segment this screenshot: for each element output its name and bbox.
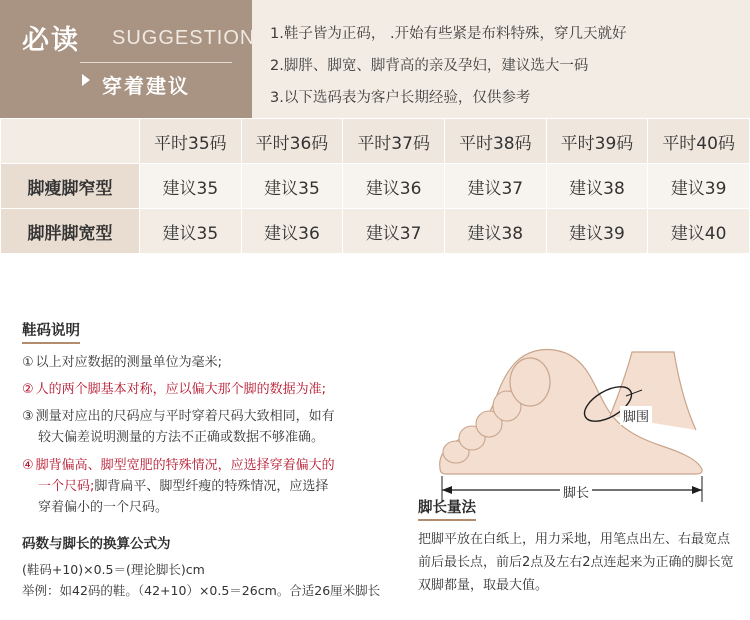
table-col-header: 平时38码 bbox=[444, 119, 546, 164]
table-col-header: 平时37码 bbox=[343, 119, 445, 164]
table-header-row bbox=[1, 119, 750, 164]
shoe-notes-list bbox=[22, 346, 412, 518]
table-row bbox=[1, 209, 750, 254]
toe-big bbox=[510, 358, 550, 406]
formula-line: 举例：如42码的鞋。（42+10）×0.5＝26cm。合适26厘米脚长 bbox=[22, 583, 381, 599]
measure-text: 把脚平放在白纸上，用力采地，用笔点出左、右最宽点前后最长点，前后2点及左右2点连起来为正确的脚长宽双脚都量，取最大值。 bbox=[418, 532, 734, 593]
list-marker: ③ bbox=[22, 409, 34, 425]
formula-title: 码数与脚长的换算公式为 bbox=[22, 536, 171, 552]
table-cell: 建议35 bbox=[140, 164, 242, 209]
measure-block bbox=[418, 496, 738, 597]
table-cell: 建议39 bbox=[546, 209, 648, 254]
list-marker: ① bbox=[22, 355, 34, 370]
header-badge bbox=[0, 0, 256, 118]
formula-block bbox=[22, 532, 422, 602]
measure-title: 脚长量法 bbox=[418, 496, 476, 521]
table-cell: 建议38 bbox=[546, 164, 648, 209]
list-item bbox=[22, 456, 412, 476]
formula-line: (鞋码+10)×0.5＝(理论脚长)cm bbox=[22, 562, 205, 577]
header-note-3: 3.以下选码表为客户长期经验，仅供参考 bbox=[270, 90, 531, 106]
header-notes bbox=[252, 0, 750, 118]
table-row-header: 脚胖脚宽型 bbox=[1, 209, 140, 254]
table-cell: 建议35 bbox=[140, 209, 242, 254]
table-cell: 建议37 bbox=[444, 164, 546, 209]
triangle-right-icon bbox=[82, 74, 90, 86]
table-cell: 建议38 bbox=[444, 209, 546, 254]
arrow-right-icon bbox=[692, 486, 702, 494]
list-marker: ② bbox=[22, 382, 34, 398]
list-item-text: 脚背扁平、脚型纤瘦的特殊情况，应选择 bbox=[94, 478, 329, 494]
header-band bbox=[0, 0, 750, 118]
length-label: 脚长 bbox=[560, 482, 592, 501]
table-col-header: 平时36码 bbox=[241, 119, 343, 164]
list-item-text: 穿着偏小的一个尺码。 bbox=[38, 499, 169, 515]
list-item-text: 较大偏差说明测量的方法不正确或数据不够准确。 bbox=[38, 430, 325, 446]
table-col-header: 平时40码 bbox=[648, 119, 750, 164]
table-cell: 建议36 bbox=[343, 164, 445, 209]
table-cell: 建议35 bbox=[241, 164, 343, 209]
table-col-header: 平时35码 bbox=[140, 119, 242, 164]
table-cell: 建议40 bbox=[648, 209, 750, 254]
badge-title: 必读 bbox=[22, 25, 80, 56]
table-cell: 建议36 bbox=[241, 209, 343, 254]
list-item-continued bbox=[22, 498, 412, 518]
list-item-text: 测量对应出的尺码应与平时穿着尺码大致相同，如有 bbox=[35, 409, 335, 425]
list-item bbox=[22, 353, 412, 373]
table-col-header: 平时39码 bbox=[546, 119, 648, 164]
list-item-text-highlight: 一个尺码; bbox=[38, 478, 95, 494]
list-item-text: 脚背偏高、脚型宽肥的特殊情况，应选择穿着偏大的 bbox=[35, 457, 335, 473]
shoe-notes-title: 鞋码说明 bbox=[22, 324, 80, 344]
table-cell: 建议37 bbox=[343, 209, 445, 254]
list-item bbox=[22, 407, 412, 427]
table-cell: 建议39 bbox=[648, 164, 750, 209]
list-item-text: 人的两个脚基本对称，应以偏大那个脚的数据为准; bbox=[35, 382, 327, 398]
size-table bbox=[0, 118, 750, 254]
table-row-header: 脚瘦脚窄型 bbox=[1, 164, 140, 209]
header-note-1: 1.鞋子皆为正码， .开始有些紧是布料特殊，穿几天就好 bbox=[270, 26, 627, 42]
list-item-continued bbox=[22, 477, 412, 497]
arrow-left-icon bbox=[442, 486, 452, 494]
size-table-wrapper bbox=[0, 118, 750, 254]
table-row bbox=[1, 164, 750, 209]
list-item-continued bbox=[22, 428, 412, 448]
shoe-notes-title-wrap bbox=[22, 320, 80, 344]
list-marker: ④ bbox=[22, 457, 34, 473]
list-item-text: 以上对应数据的测量单位为毫米; bbox=[35, 355, 223, 370]
lower-section bbox=[0, 300, 750, 620]
badge-divider bbox=[80, 62, 232, 63]
table-corner-cell bbox=[1, 119, 140, 164]
girth-label: 脚围 bbox=[620, 406, 652, 425]
badge-subtitle: SUGGESTION bbox=[112, 27, 256, 49]
header-note-2: 2.脚胖、脚宽、脚背高的亲及孕妇，建议选大一码 bbox=[270, 58, 589, 74]
list-item bbox=[22, 380, 412, 400]
badge-sub2: 穿着建议 bbox=[102, 74, 190, 98]
